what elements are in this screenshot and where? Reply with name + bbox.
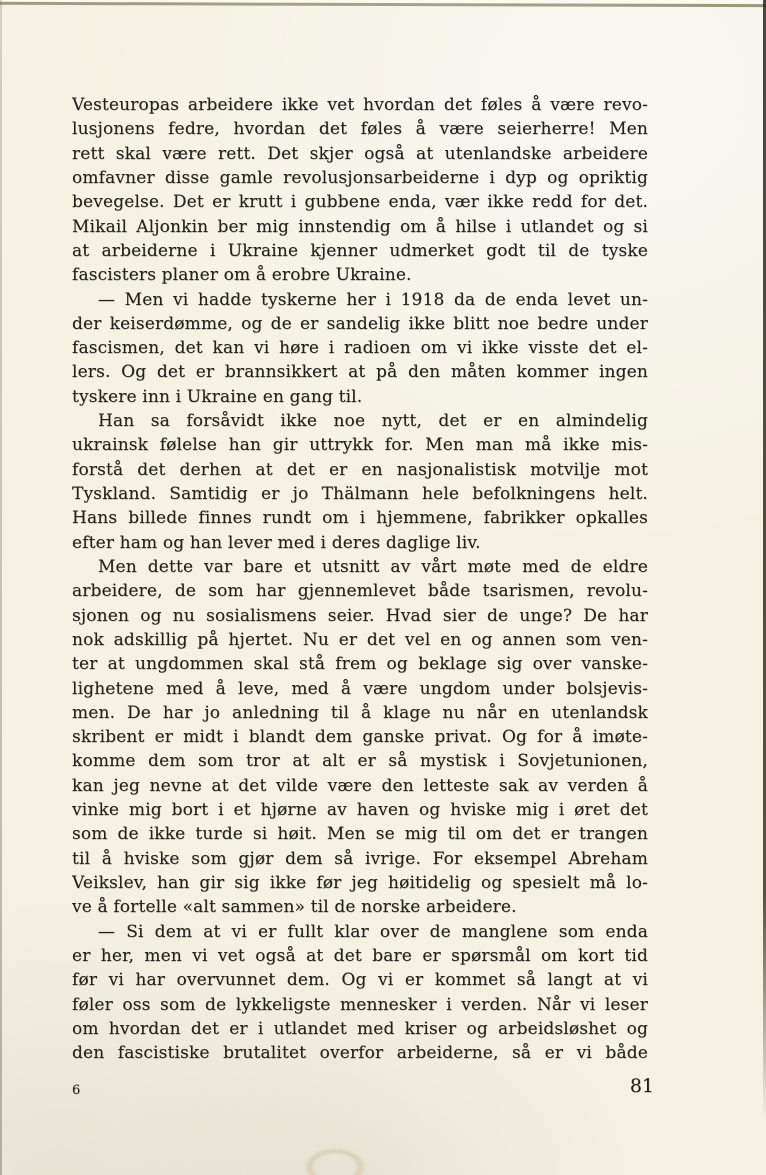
- text-line-2: lusjonens fedre, hvordan det føles å være seierherre! Men: [72, 119, 648, 140]
- text-line-28: komme dem som tror at alt er så mystisk i Sovjetunionen,: [72, 751, 648, 772]
- text-line-4: omfavner disse gamle revolusjonsarbeiderne i dyp og opriktig: [72, 167, 648, 188]
- text-line-35: — Si dem at vi er fullt klar over de manglene som enda: [98, 921, 648, 942]
- text-line-25: lighetene med å leve, med å være ungdom under bolsjevis-: [72, 678, 648, 699]
- text-line-5: bevegelse. Det er krutt i gubbene enda, vær ikke redd for det.: [72, 192, 648, 213]
- text-line-39: om hvordan det er i utlandet med kriser og arbeidsløshet og: [72, 1018, 648, 1039]
- text-line-40: den fascistiske brutalitet overfor arbeiderne, så er vi både: [72, 1043, 648, 1064]
- text-line-38: føler oss som de lykkeligste mennesker i verden. Når vi leser: [72, 994, 648, 1015]
- text-line-11: fascismen, det kan vi høre i radioen om vi ikke visste det el-: [72, 338, 648, 359]
- text-line-19: efter ham og han lever med i deres daglige liv.: [72, 532, 481, 553]
- text-line-8: fascisters planer om å erobre Ukraine.: [72, 265, 412, 286]
- text-line-6: Mikail Aljonkin ber mig innstendig om å hilse i utlandet og si: [72, 216, 648, 237]
- text-line-18: Hans billede finnes rundt om i hjemmene, fabrikker opkalles: [72, 508, 648, 529]
- text-line-17: Tyskland. Samtidig er jo Thälmann hele befolkningens helt.: [72, 484, 648, 504]
- text-line-23: nok adskillig på hjertet. Nu er det vel en og annen som ven-: [72, 629, 648, 650]
- paper-stain: [300, 1145, 370, 1175]
- text-line-36: er her, men vi vet også at det bare er spørsmål om kort tid: [72, 945, 648, 966]
- text-line-9: — Men vi hadde tyskerne her i 1918 da de enda levet un-: [98, 289, 648, 310]
- text-line-32: til å hviske som gjør dem så ivrige. For eksempel Abreham: [72, 848, 648, 869]
- text-line-10: der keiserdømme, og de er sandelig ikke blitt noe bedre under: [72, 313, 648, 334]
- page-left-edge-shadow: [0, 0, 2, 1175]
- page-text: [72, 93, 648, 1066]
- text-line-37: før vi har overvunnet dem. Og vi er kommet så langt at vi: [72, 970, 648, 991]
- text-line-30: vinke mig bort i et hjørne av haven og hviske mig i øret det: [72, 800, 648, 821]
- text-line-34: ve å fortelle «alt sammen» til de norske arbeidere.: [72, 897, 517, 918]
- text-line-21: arbeidere, de som har gjennemlevet både tsarismen, revolu-: [72, 581, 648, 602]
- text-line-15: ukrainsk følelse han gir uttrykk for. Men man må ikke mis-: [72, 435, 648, 456]
- text-line-20: Men dette var bare et utsnitt av vårt møte med de eldre: [98, 556, 648, 577]
- text-line-29: kan jeg nevne at det vilde være den letteste sak av verden å: [72, 775, 648, 796]
- text-line-3: rett skal være rett. Det skjer også at utenlandske arbeidere: [72, 143, 648, 164]
- text-line-31: som de ikke turde si høit. Men se mig til om det er trangen: [72, 824, 648, 845]
- text-line-24: ter at ungdommen skal stå frem og beklage sig over vanske-: [72, 654, 648, 675]
- text-line-7: at arbeiderne i Ukraine kjenner udmerket godt til de tyske: [72, 240, 648, 261]
- page-number: 81: [629, 1075, 654, 1097]
- text-line-12: lers. Og det er brannsikkert at på den måten kommer ingen: [72, 362, 648, 383]
- signature-mark: 6: [72, 1083, 81, 1098]
- text-line-26: men. De har jo anledning til å klage nu når en utenlandsk: [72, 702, 648, 723]
- text-line-14: Han sa forsåvidt ikke noe nytt, det er en almindelig: [98, 411, 648, 432]
- text-line-22: sjonen og nu sosialismens seier. Hvad sier de unge? De har: [72, 605, 648, 626]
- text-line-33: Veikslev, han gir sig ikke før jeg høitidelig og spesielt må lo-: [72, 873, 648, 893]
- text-line-27: skribent er midt i blandt dem ganske privat. Og for å imøte-: [72, 727, 648, 748]
- text-line-13: tyskere inn i Ukraine en gang til.: [72, 386, 363, 407]
- text-line-1: Vesteuropas arbeidere ikke vet hvordan det føles å være revo-: [72, 95, 648, 115]
- text-line-16: forstå det derhen at det er en nasjonalistisk motvilje mot: [72, 459, 648, 480]
